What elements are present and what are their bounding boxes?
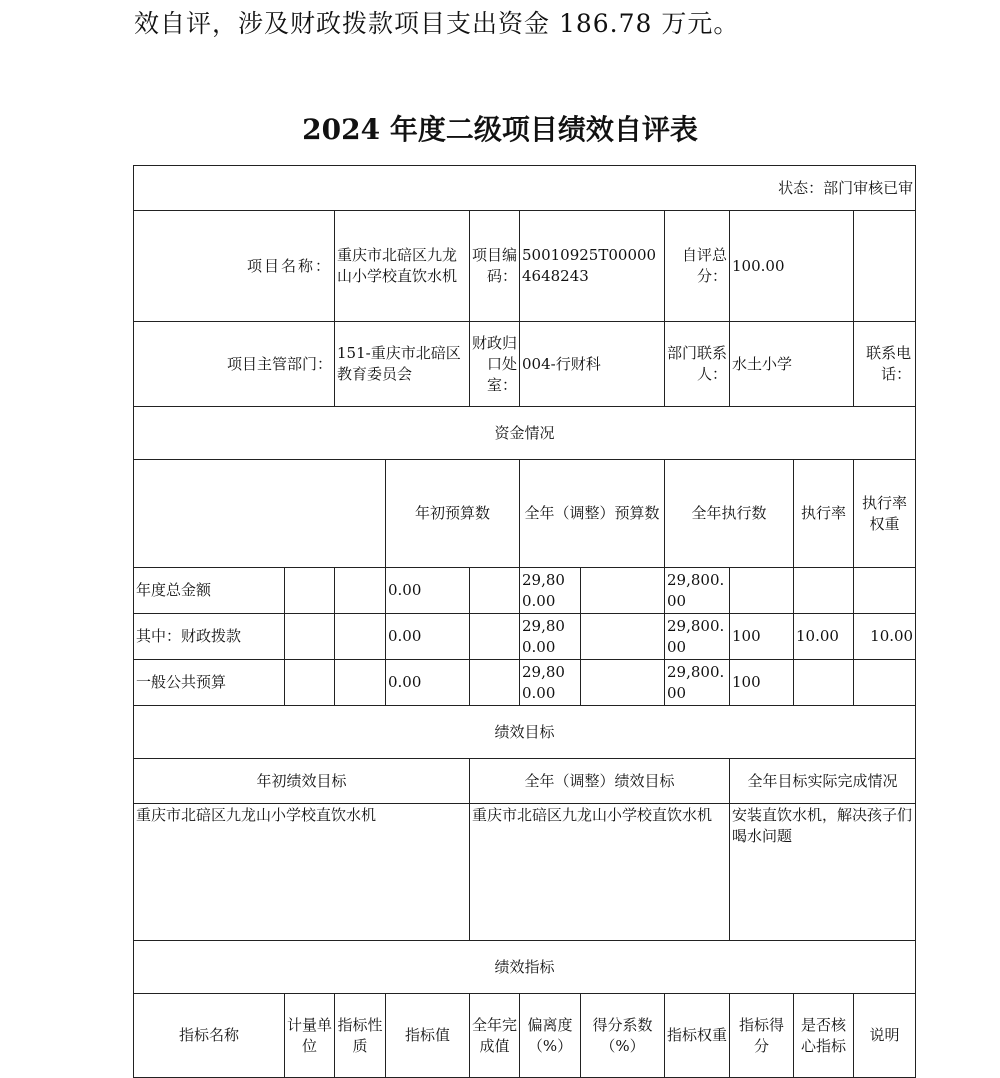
self-evaluation-table-container bbox=[133, 165, 915, 1055]
funds-row bbox=[134, 660, 916, 706]
intro-paragraph: 效自评，涉及财政拨款项目支出资金 186.78 万元。 bbox=[134, 9, 740, 38]
funds-weight-value bbox=[794, 660, 854, 706]
goals-header-adjusted: 全年（调整）绩效目标 bbox=[470, 759, 730, 804]
funds-header-rate: 执行率 bbox=[794, 460, 854, 568]
initial-goal-text: 重庆市北碚区九龙山小学校直饮水机 bbox=[134, 804, 470, 941]
funds-initial-value: 0.00 bbox=[386, 660, 470, 706]
empty-cell bbox=[470, 568, 520, 614]
funds-section-row bbox=[134, 407, 916, 460]
empty-cell bbox=[335, 568, 386, 614]
department-value: 151-重庆市北碚区教育委员会 bbox=[335, 322, 470, 407]
indicators-header-row bbox=[134, 994, 916, 1078]
goals-content-row bbox=[134, 804, 916, 941]
funds-executed-value: 29,800.00 bbox=[665, 568, 730, 614]
funds-header-initial: 年初预算数 bbox=[386, 460, 520, 568]
project-name-row bbox=[134, 211, 916, 322]
indicator-header-completed: 全年完成值 bbox=[470, 994, 520, 1078]
funds-header-adjusted: 全年（调整）预算数 bbox=[520, 460, 665, 568]
funds-row-label: 年度总金额 bbox=[134, 568, 285, 614]
empty-cell bbox=[581, 660, 665, 706]
empty-cell bbox=[285, 614, 335, 660]
funds-row bbox=[134, 568, 916, 614]
empty-cell bbox=[581, 568, 665, 614]
empty-cell bbox=[854, 211, 916, 322]
indicator-header-nature: 指标性质 bbox=[335, 994, 386, 1078]
contact-phone-label: 联系电话： bbox=[854, 322, 916, 407]
funds-adjusted-value: 29,800.00 bbox=[520, 614, 581, 660]
funds-rate-value bbox=[730, 568, 794, 614]
empty-cell bbox=[335, 660, 386, 706]
funds-score-value bbox=[854, 568, 916, 614]
funds-initial-value: 0.00 bbox=[386, 568, 470, 614]
empty-cell bbox=[285, 568, 335, 614]
status-text: 状态：部门审核已审 bbox=[134, 166, 916, 211]
project-code-value: 50010925T000004648243 bbox=[520, 211, 665, 322]
finance-office-value: 004-行财科 bbox=[520, 322, 665, 407]
indicator-header-value: 指标值 bbox=[386, 994, 470, 1078]
funds-adjusted-value: 29,800.00 bbox=[520, 660, 581, 706]
empty-cell bbox=[470, 614, 520, 660]
funds-weight-value: 10.00 bbox=[794, 614, 854, 660]
funds-row-label: 一般公共预算 bbox=[134, 660, 285, 706]
funds-row-label: 其中：财政拨款 bbox=[134, 614, 285, 660]
indicator-header-score: 指标得分 bbox=[730, 994, 794, 1078]
indicator-header-deviation: 偏离度（%） bbox=[520, 994, 581, 1078]
adjusted-goal-text: 重庆市北碚区九龙山小学校直饮水机 bbox=[470, 804, 730, 941]
goals-section-title: 绩效目标 bbox=[134, 706, 916, 759]
status-row bbox=[134, 166, 916, 211]
finance-office-label: 财政归口处室： bbox=[470, 322, 520, 407]
indicator-header-notes: 说明 bbox=[854, 994, 916, 1078]
goals-header-actual: 全年目标实际完成情况 bbox=[730, 759, 916, 804]
funds-score-value bbox=[854, 660, 916, 706]
department-row bbox=[134, 322, 916, 407]
funds-initial-value: 0.00 bbox=[386, 614, 470, 660]
actual-completion-text: 安装直饮水机，解决孩子们喝水问题 bbox=[730, 804, 916, 941]
funds-executed-value: 29,800.00 bbox=[665, 614, 730, 660]
self-evaluation-table bbox=[133, 165, 916, 1078]
document-title: 2024 年度二级项目绩效自评表 bbox=[302, 113, 698, 146]
indicator-header-name: 指标名称 bbox=[134, 994, 285, 1078]
goals-header-initial: 年初绩效目标 bbox=[134, 759, 470, 804]
funds-header-row bbox=[134, 460, 916, 568]
contact-person-label: 部门联系人： bbox=[665, 322, 730, 407]
project-code-label: 项目编码： bbox=[470, 211, 520, 322]
contact-person-value: 水土小学 bbox=[730, 322, 854, 407]
funds-adjusted-value: 29,800.00 bbox=[520, 568, 581, 614]
indicators-section-title: 绩效指标 bbox=[134, 941, 916, 994]
indicator-header-core: 是否核心指标 bbox=[794, 994, 854, 1078]
funds-section-title: 资金情况 bbox=[134, 407, 916, 460]
project-name-value: 重庆市北碚区九龙山小学校直饮水机 bbox=[335, 211, 470, 322]
empty-cell bbox=[285, 660, 335, 706]
funds-rate-value: 100 bbox=[730, 660, 794, 706]
indicator-header-weight: 指标权重 bbox=[665, 994, 730, 1078]
funds-header-blank bbox=[134, 460, 386, 568]
funds-row bbox=[134, 614, 916, 660]
indicators-section-row bbox=[134, 941, 916, 994]
funds-header-weight: 执行率权重 bbox=[854, 460, 916, 568]
self-score-value: 100.00 bbox=[730, 211, 854, 322]
empty-cell bbox=[470, 660, 520, 706]
project-name-label: 项目名称： bbox=[134, 211, 335, 322]
funds-header-executed: 全年执行数 bbox=[665, 460, 794, 568]
self-score-label: 自评总分： bbox=[665, 211, 730, 322]
goals-header-row bbox=[134, 759, 916, 804]
empty-cell bbox=[335, 614, 386, 660]
department-label: 项目主管部门： bbox=[134, 322, 335, 407]
funds-rate-value: 100 bbox=[730, 614, 794, 660]
indicator-header-coefficient: 得分系数（%） bbox=[581, 994, 665, 1078]
goals-section-row bbox=[134, 706, 916, 759]
indicator-header-unit: 计量单位 bbox=[285, 994, 335, 1078]
empty-cell bbox=[581, 614, 665, 660]
funds-score-value: 10.00 bbox=[854, 614, 916, 660]
funds-weight-value bbox=[794, 568, 854, 614]
funds-executed-value: 29,800.00 bbox=[665, 660, 730, 706]
